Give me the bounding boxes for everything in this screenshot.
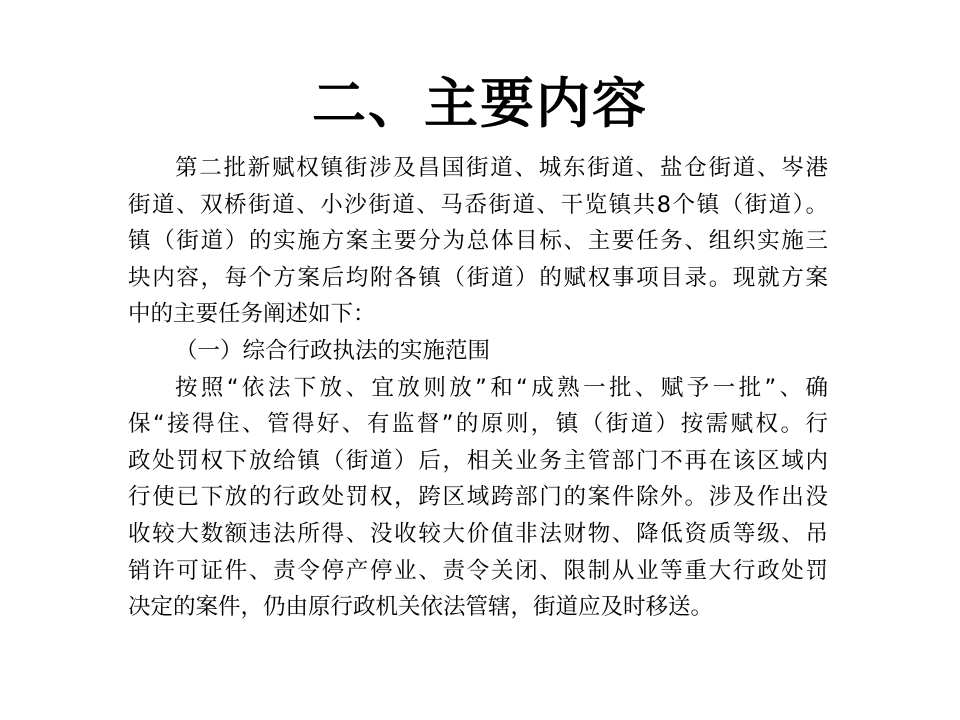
paragraph-line: 收较大数额违法所得、没收较大价值非法财物、降低资质等级、吊 [128,520,828,547]
page-title: 二、主要内容 [312,71,648,135]
paragraph-line: 行使已下放的行政处罚权，跨区域跨部门的案件除外。涉及作出没 [128,484,828,511]
paragraph-line: 中的主要任务阐述如下： [128,301,376,328]
paragraph-line: 销许可证件、责令停产停业、责令关闭、限制从业等重大行政处罚 [128,557,828,584]
paragraph-enforcement-scope [128,370,828,626]
paragraph-line: 块内容，每个方案后均附各镇（街道）的赋权事项目录。现就方案 [128,264,828,291]
paragraph-line: 决定的案件，仍由原行政机关依法管辖，街道应及时移送。 [128,594,714,621]
paragraph-line: 政处罚权下放给镇（街道）后，相关业务主管部门不再在该区域内 [128,447,828,474]
paragraph-line: 街道、双桥街道、小沙街道、马岙街道、干览镇共8个镇（街道）。 [128,191,828,218]
paragraph-new-towns [128,150,828,333]
paragraph-line: 按照“依法下放、宜放则放”和“成熟一批、赋予一批”、确 [175,374,828,401]
paragraph-line: 第二批新赋权镇街涉及昌国街道、城东街道、盐仓街道、岑港 [175,155,828,181]
paragraph-line: 镇（街道）的实施方案主要分为总体目标、主要任务、组织实施三 [128,228,828,255]
section-heading-text: （一）综合行政执法的实施范围 [175,337,491,364]
slide-body [128,150,828,626]
section-heading [128,333,828,370]
paragraph-line: 保“接得住、管得好、有监督”的原则，镇（街道）按需赋权。行 [128,411,828,438]
